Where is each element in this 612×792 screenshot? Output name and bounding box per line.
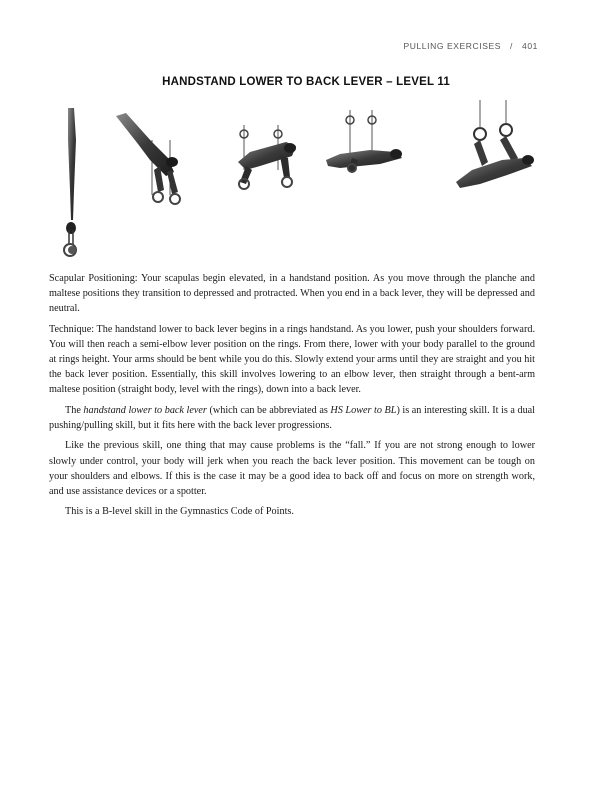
technique-paragraph: Technique: The handstand lower to back lever begins in a rings handstand. As you lower, push your shoulders forward. You will then reach a semi-elbow lever position on the rings. From there, lower with your body parallel to the ground at rings height. Your arms should be bent while you do this. Slowly extend your arms until they are straight and you hit the back lever position. Essentially, this skill involves lowering to an elbow lever, then straight through a bent-arm maltese position (straight body, level with the rings), down into a back lever. (49, 323, 535, 396)
header-separator: / (510, 41, 514, 51)
body-text (49, 271, 535, 525)
gymnast-sequence-illustration (40, 100, 580, 265)
section-name: PULLING EXERCISES (403, 41, 502, 51)
figure-back-lever (456, 100, 534, 188)
code-of-points-paragraph: This is a B-level skill in the Gymnastics Code of Points. (65, 506, 294, 518)
running-head (403, 41, 538, 51)
gymnast-sequence-figure (40, 100, 580, 265)
abbrev-mid: (which can be abbreviated as (206, 404, 331, 416)
skill-abbreviation: HS Lower to BL (330, 404, 397, 416)
abbrev-pre: The (65, 404, 84, 416)
page-title: HANDSTAND LOWER TO BACK LEVER – LEVEL 11 (162, 76, 450, 88)
abbrev-post: ) is an interesting skill. It is a dual pushing/pulling skill, but it fits here with the back lever progressions. (49, 404, 536, 431)
fall-paragraph: Like the previous skill, one thing that may cause problems is the “fall.” If you are not strong enough to lower slowly under control, your body will jerk when you reach the back lever position. This movement can be tough on your shoulders and elbows. If this is the case it may be a good idea to back off and focus on more on strength work, and use assistance devices or a spotter. (49, 440, 535, 497)
skill-name-term: handstand lower to back lever (83, 404, 207, 416)
figure-elbow-lever (238, 125, 296, 189)
scapular-paragraph: Scapular Positioning: Your scapulas begin elevated, in a handstand position. As you move through the planche and maltese positions they transition to depressed and protracted. When you end in a back lever, they will be depressed and neutral. (49, 273, 535, 315)
figure-lowering (116, 113, 180, 204)
figure-maltese (326, 110, 402, 172)
abbreviation-paragraph (49, 403, 535, 433)
figure-handstand (64, 108, 76, 256)
page-number: 401 (522, 41, 538, 51)
